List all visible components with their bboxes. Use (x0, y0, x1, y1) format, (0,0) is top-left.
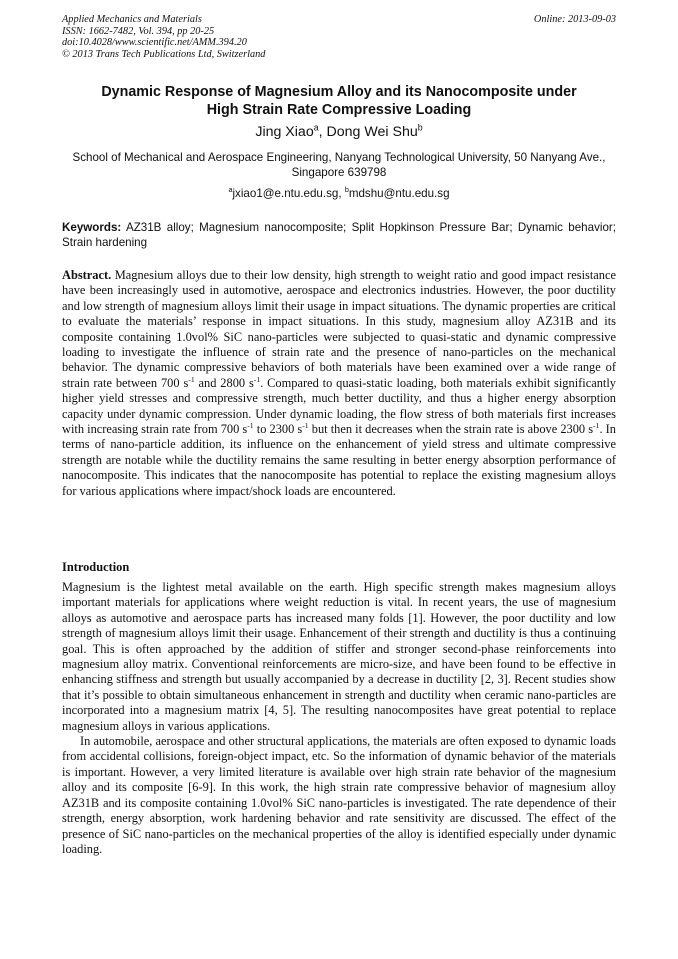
abstract-text-4: to 2300 s (253, 422, 303, 437)
abstract-sup-4: -1 (302, 420, 309, 430)
introduction-heading: Introduction (62, 560, 130, 574)
abstract-sup-1: -1 (188, 374, 195, 384)
email-separator: , (338, 187, 345, 200)
affiliation: School of Mechanical and Aerospace Engineering, Nanyang Technological University, 50 Nanyang Ave., Singapore 639798 (72, 151, 606, 179)
issn-line: ISSN: 1662-7482, Vol. 394, pp 20-25 (62, 25, 215, 37)
title-line-2: High Strain Rate Compressive Loading (206, 102, 472, 118)
title-line-1: Dynamic Response of Magnesium Alloy and its Nanocomposite under (101, 84, 577, 100)
abstract-block (62, 268, 616, 499)
email-a: jxiao1@e.ntu.edu.sg (232, 187, 339, 200)
keywords-text: AZ31B alloy; Magnesium nanocomposite; Split Hopkinson Pressure Bar; Dynamic behavior; Strain hardening (62, 221, 616, 249)
abstract-text-2: and 2800 s (194, 375, 254, 390)
introduction-body (62, 580, 616, 857)
email-b: mdshu@ntu.edu.sg (348, 187, 450, 200)
abstract-sup-5: -1 (593, 420, 600, 430)
paper-title (40, 83, 638, 119)
copyright-line: © 2013 Trans Tech Publications Ltd, Switzerland (62, 48, 266, 60)
author-list (40, 123, 638, 141)
abstract-sup-2: -1 (253, 374, 261, 384)
email-b-mark: b (344, 185, 349, 195)
abstract-sup-3: -1 (247, 420, 254, 430)
author-1: Jing Xiao (255, 124, 314, 140)
journal-header (62, 14, 616, 60)
online-date: Online: 2013-09-03 (533, 14, 616, 25)
author-2-affil-mark: b (417, 122, 423, 133)
author-emails (62, 186, 616, 201)
intro-paragraph-2: In automobile, aerospace and other structural applications, the materials are often exposed to dynamic loads from accidental collisions, foreign-object impact, etc. So the information of dynamic behavior of the materials is important. However, a very limited literature is available over high strain rate behavior of the magnesium alloy and its composite [6-9]. In this work, the high strain rate compressive behavior of magnesium alloy AZ31B and its composite containing 1.0vol% SiC nano-particles is investigated. The rate dependence of their strength, energy absorption, work hardening behavior and rate sensitivity are discussed. The effect of the presence of SiC nano-particles on the mechanical properties of the alloy is identified especially under dynamic loading. (62, 734, 616, 856)
abstract-text-3: . Compared to quasi-static loading, both materials exhibit significantly higher yield stresses and compressive strength, much better ductility, and thus a higher energy absorption capacity under dynamic compression. Under dynamic loading, the flow stress of both materials first increases with increasing strain rate from 700 s (62, 375, 616, 437)
doi-line: doi:10.4028/www.scientific.net/AMM.394.20 (62, 37, 247, 49)
intro-paragraph-1: Magnesium is the lightest metal available on the earth. High specific strength makes magnesium alloys important materials for applications where weight reduction is vital. In recent years, the use of magnesium alloys as automotive and aerospace parts has increased many folds [1]. However, the poor ductility and low strength of magnesium alloys limit their usage. Enhancement of their strength and ductility is thus a continuing goal. This is often approached by the addition of stiffer and stronger second-phase reinforcements into magnesium alloy matrix. Conventional reinforcements are micro-size, and have been found to be effective in enhancing stiffness and strength but usually accompanied by a decrease in ductility [2, 3]. Recent studies show that it’s possible to obtain simultaneous enhancement in strength and ductility when ceramic nano-particles are incorporated into a magnesium matrix [4, 5]. The resulting nanocomposites have great potential to replace magnesium alloys in various applications. (62, 580, 616, 733)
author-2: Dong Wei Shu (326, 124, 418, 140)
email-a-mark: a (228, 185, 233, 195)
author-1-affil-mark: a (313, 122, 319, 133)
abstract-text-6: . In terms of nano-particle addition, its influence on the enhancement of yield stress and ultimate compressive strength are notable while the ductility remains the same resulting in better energy absorption performance of nanocomposite. This indicates that the nanocomposite has potential to replace the existing magnesium alloys for various applications where impact/shock loads are encountered. (62, 422, 616, 498)
journal-name: Applied Mechanics and Materials (62, 14, 202, 25)
keywords-block (62, 220, 616, 250)
keywords-label: Keywords: (62, 221, 122, 234)
abstract-label: Abstract. (62, 268, 112, 282)
abstract-text-1: Magnesium alloys due to their low density, high strength to weight ratio and good impact resistance have been increasingly used in automotive, aerospace and electronics industries. However, the poor ductility and low strength of magnesium alloys limit their usage in impact situations. The dynamic properties are critical to evaluate the materials’ response in impact situations. In this study, magnesium alloy AZ31B and its composite containing 1.0vol% SiC nano-particles were subjected to quasi-static and dynamic compressive loading to investigate the influence of strain rate and the presence of nano-particles on the mechanical behavior. The dynamic compressive behaviors of both materials have been examined over a wide range of strain rate between 700 s (62, 268, 616, 390)
abstract-text-5: but then it decreases when the strain rate is above 2300 s (308, 422, 594, 437)
author-separator: , (318, 124, 327, 140)
